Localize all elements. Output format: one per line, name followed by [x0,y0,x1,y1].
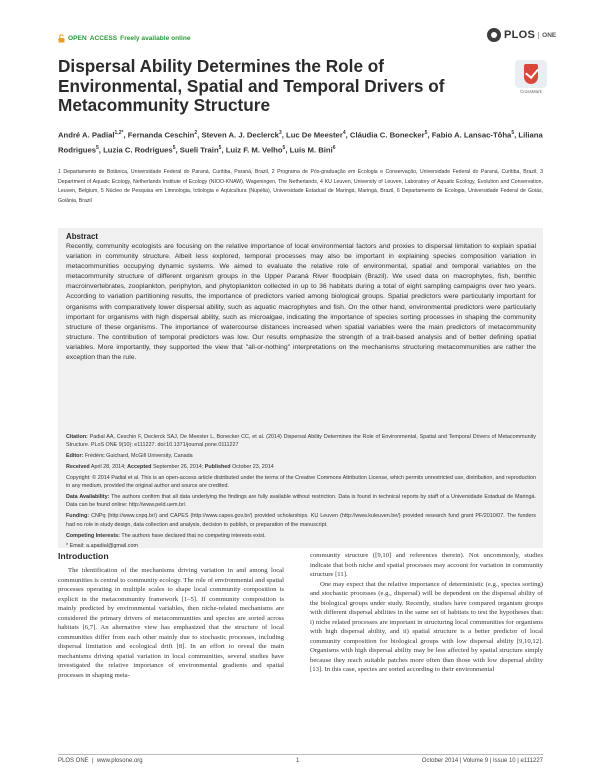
article-title: Dispersal Ability Determines the Role of Environmental, Spatial and Temporal Drivers of Metacommunity Structure [58,56,445,115]
affiliations: 1 Departamento de Botânica, Universidade Federal do Paraná, Curitiba, Paraná, Brazil, 2 Programa de Pós-graduação em Ecologia e Conservação, Universidade Federal do Paraná, Curitiba, Brazil, 3 Department of Aquatic Ecology, Netherlands Institute of Ecology (NIOO-KNAW), Wageningen, The Netherlands, 4 KU Leuven, University of Leuven, Laboratory of Aquatic Ecology, Evolution and Conservation, Leuven, Belgium, 5 Núcleo de Pesquisa em Limnologia, Ictiologia e Aqüicultura (Nupélia), Universidade Estadual de Maringá, Maringá, Brazil, 6 Departamento de Ecologia, Universidade Federal de Goiás, Goiânia, Brazil [58,169,543,204]
author-affiliation-mark: 5 [172,144,176,151]
crossmark-badge[interactable] [515,60,547,94]
intro-paragraph-continued: community structure ([9,10] and references therein). Not uncommonly, studies indicate that both niche and spatial processes may account for variation in community structure [11]. [310,552,543,578]
author-affiliation-mark: 5 [96,144,99,151]
author-name: Sueli Train [179,145,219,155]
author-name: Liliana Rodrigues [58,130,543,155]
issue-info: October 2014 | Volume 9 | Issue 10 | e111227 [421,758,543,764]
introduction-heading: Introduction [58,551,109,561]
received-date: April 28, 2014; [90,464,126,471]
competing-interests-text: The authors have declared that no competing interests exist. [121,532,266,539]
intro-paragraph-2: One may expect that the relative importance of deterministic (e.g., species sorting) and stochastic processes (e.g., dispersal) will be dependent on the dispersal ability of the biological groups under study. Recently, studies have compared organism groups with different dispersal abilities in the same set of habitats to test the hypotheses that: i) niche related processes are important in structuring local communities for organisms with high dispersal ability, and ii) spatial structure is a better predictor of local community composition for biological groups with low dispersal ability [9,10,12]. Organisms with high dispersal ability may be less affected by spatial structure simply because they reach suitable patches more often than those with low dispersal ability [13]. In this case, species are sorted according to their environmental [310,580,543,673]
author-affiliation-mark: 3 [278,130,282,136]
body-column-left [58,566,284,680]
author-affiliation-mark: 5 [218,144,222,151]
abstract-heading: Abstract [66,232,99,241]
citation-row [66,433,536,450]
copyright-row: Copyright: © 2014 Padial et al. This is an open-access article distributed under the terms of the Creative Commons Attribution License, which permits unrestricted use, distribution, and reproduction in any medium, provided the original author and source are credited. [66,474,536,490]
funding-label: Funding: [66,513,90,520]
author-name: Steven A. J. Declerck [201,130,279,140]
author-name: Cláudia C. Bonecker [349,130,425,140]
intro-paragraph-1: The identification of the mechanisms driving variation in and among local communities is central to community ecology. The role of environmental and spatial processes operating in multiple scales to shape local community composition is explicit in the metacommunity framework [1–5]. If community composition is mainly predicted by environmental variables, then niche-related mechanisms are considered the primary drivers of metacommunities and species are sorted across habitats [6,7]. An alternative view has emphasized that the structure of local communities differ from each other mainly due to stochastic processes, including dispersal limitation and ecological drift [8]. In an effort to reveal the main mechanisms driving spatial variation in local communities, several studies have investigated the relative importance of environmental gradients and spatial processes in shaping meta- [58,567,284,679]
crossmark-icon [515,60,547,88]
accepted-label: Accepted [127,464,152,471]
author-name: Luiz F. M. Velho [225,145,283,155]
received-label: Received [66,464,90,471]
plos-brand: PLOS [504,29,536,41]
footer-journal-site [58,758,143,764]
author-affiliation-mark: 5 [282,144,286,151]
editor-row [66,452,536,460]
editor-text: Frédéric Guichard, McGill University, Canada [84,453,193,460]
abstract-text: Recently, community ecologists are focusing on the relative importance of local environmental factors and proxies to dispersal limitation to explain spatial variation in community structure. Albeit less explored, temporal processes may also be important in explaining species composition variation in metacommunities occupying dynamic systems. We aimed to evaluate the relative role of environmental, spatial and temporal variables on the metacommunity structure of different organism groups in the Upper Paraná River floodplain (Brazil). We used data on macrophytes, fish, benthic macroinvertebrates, zooplankton, periphyton, and phytoplankton collected in up to 36 habitats during a total of eight sampling campaigns over two years. According to variation partitioning results, the importance of predictors varied among biological groups. Spatial predictors were particularly important for organisms with comparatively lower dispersal ability, such as aquatic macrophytes and fish. On the other hand, environmental predictors were particularly important for organisms with high dispersal ability, such as microalgae, indicating the importance of species sorting processes in shaping the community structure of these organisms. The importance of watercourse distances increased when spatial variables were the main predictors of metacommunity structure. The contribution of temporal predictors was low. Our results emphasize the strength of a trait-based analysis and of better defining spatial variables. More importantly, they supported the view that "all-or-nothing" interpretations on the mechanisms structuring metacommunities are rather the exception than the rule. [66,243,536,362]
open-access-label: OPEN [68,35,87,42]
author-affiliation-mark: 1,2* [114,130,124,136]
author-list: André A. Padial$^{1,2*}$, Fernanda Ceschin$^2$, Steven A. J. Declerck$^3$, Luc De Meester$^4$, Cláudia C. Bonecker$^5$, Fabio A. Lansac-Tôha$^5$, Liliana Rodrigues$^5$, Luzia C. Rodrigues$^5$, Sueli Train$^5$, Luiz F. M. Velho$^5$, Luis M. Bini$^6$ [58,130,543,155]
published-label: Published [204,464,231,471]
competing-interests-label: Competing Interests: [66,532,120,539]
open-access-icon [58,34,65,43]
accepted-date: September 26, 2014; [152,464,204,471]
dates-row [66,463,536,471]
author-affiliation-mark: 5 [424,130,428,136]
author-name: Luis M. Bini [289,145,333,155]
author-name: Fernanda Ceschin [127,130,195,140]
plos-one-logo[interactable] [487,28,556,42]
editor-label: Editor: [66,453,84,460]
data-availability-label: Data Availability: [66,494,110,501]
funding-text: CNPq (http://www.cnpq.br/) and CAPES (http://www.capes.gov.br/) provided scholarships. KU Leuven (http://www.kuleuven.be/) provided research fund grant PF/2010/07. The funders had no role in study design, data collection and analysis, decision to publish, or preparation of the manuscript. [66,513,537,528]
footer-divider [58,754,543,755]
plos-logo-icon [487,28,501,42]
funding-row [66,512,536,529]
competing-interests-row [66,532,536,540]
page-number: 1 [296,758,300,764]
author-name: André A. Padial [58,130,115,140]
author-name: Fabio A. Lansac-Tôha [431,130,512,140]
data-availability-row [66,493,536,510]
author-name: Luzia C. Rodrigues [103,145,173,155]
body-column-right [310,551,543,675]
open-access-label-2: ACCESS [89,35,118,42]
published-date: October 23, 2014 [232,464,274,471]
footer-separator: | [90,758,96,764]
plos-one-sub: ONE [538,32,556,39]
citation-label: Citation: [66,434,88,440]
freely-available-label: Freely available online [120,35,191,42]
author-name: Luc De Meester [286,130,343,140]
footer-site-link[interactable]: www.plosone.org [96,758,143,764]
author-affiliation-mark: 5 [511,130,515,136]
open-access-badge [58,34,191,43]
data-availability-text: The authors confirm that all data underlying the findings are fully available without restriction. Data is found in technical reports by staff of a Universidade Estadual de Maringá. Data can be found online: http://www.peld.uem.br/. [66,494,536,509]
author-affiliation-mark: 2 [194,130,198,136]
article-metadata [66,433,536,553]
author-affiliation-mark: 4 [342,130,346,136]
email-row: * Email: a.apadial@gmail.com [66,543,138,550]
footer-journal: PLOS ONE [58,758,89,764]
crossmark-label: CrossMark [520,89,542,94]
author-affiliation-mark: 6 [332,144,336,151]
citation-text: Padial AA, Ceschin F, Declerck SAJ, De Meester L, Bonecker CC, et al. (2014) Dispersal Ability Determines the Role of Environmental, Spatial and Temporal Drivers of Metacommunity Structure. PLoS ONE 9(10): e111227. doi:10.1371/journal.pone.0111227 [66,434,536,449]
